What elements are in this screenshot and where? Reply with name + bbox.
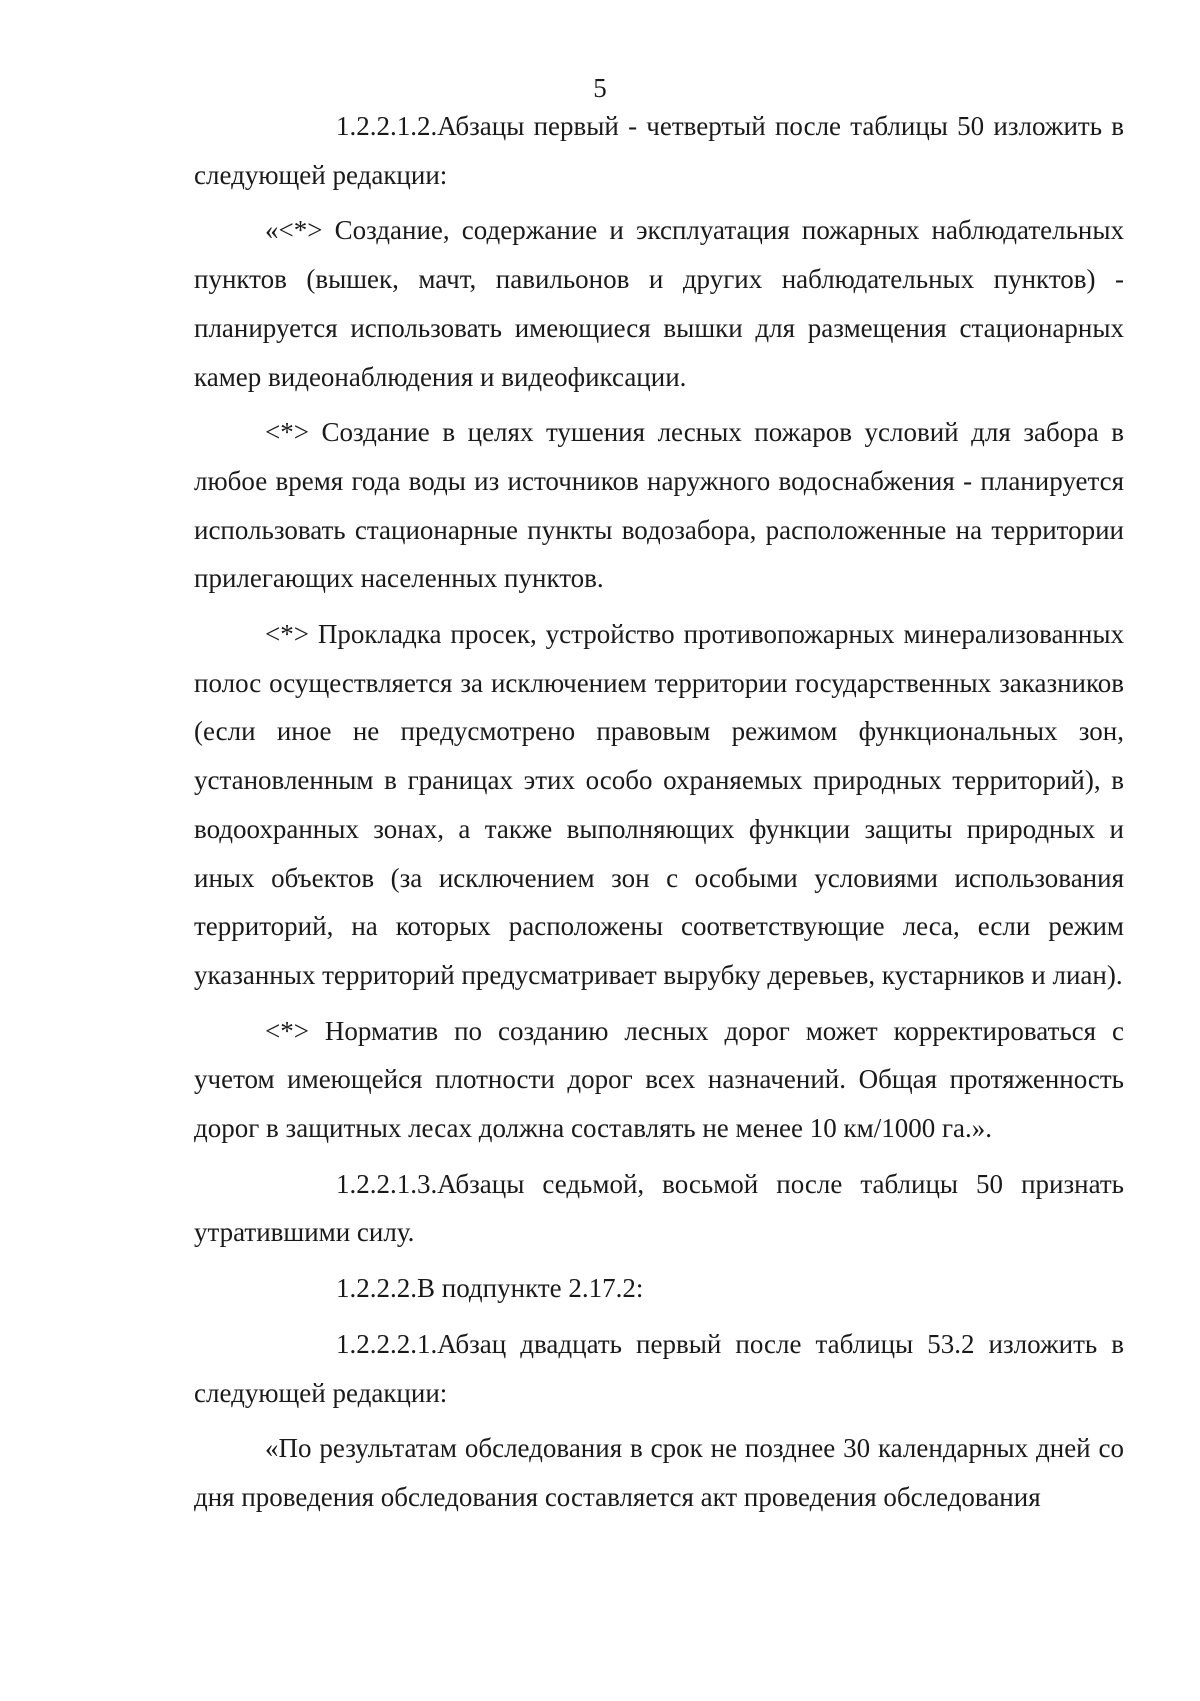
paragraph-1-2-2-2-1 <box>194 1320 1124 1417</box>
clause-number: 1.2.2.1.2. <box>336 111 438 141</box>
paragraph-text: Абзацы седьмой, восьмой после таблицы 50 признать утратившими силу. <box>194 1168 1124 1248</box>
paragraph-water-supply <box>194 408 1124 603</box>
clause-number: 1.2.2.2. <box>336 1273 417 1304</box>
paragraph-firebreaks <box>194 610 1124 1000</box>
paragraph-observation-points <box>194 206 1124 401</box>
paragraph-text: Абзац двадцать первый после таблицы 53.2 изложить в следующей редакции: <box>194 1328 1124 1408</box>
paragraph-text: Абзацы первый - четвертый после таблицы 50 изложить в следующей редакции: <box>194 111 1124 190</box>
paragraph-text: В подпункте 2.17.2: <box>417 1273 644 1304</box>
paragraph-text: «<*> Создание, содержание и эксплуатация пожарных наблюдательных пунктов (вышек, мачт, павильонов и других наблюдательных пунктов) - планируется использовать имеющиеся вышки для размещения стационарных камер видеонаблюдения и видеофиксации. <box>194 215 1124 392</box>
clause-number: 1.2.2.1.3. <box>336 1168 438 1199</box>
document-body <box>194 102 1124 1529</box>
paragraph-text: <*> Прокладка просек, устройство противопожарных минерализованных полос осуществляется за исключением территории государственных заказников (если иное не предусмотрено правовым режимом функциональных зон, установленным в границах этих особо охраняемых природных территорий), в водоохранных зонах, а также выполняющих функции защиты природных и иных объектов (за исключением зон с особыми условиями использования территорий, на которых расположены соответствующие леса, если режим указанных территорий предусматривает вырубку деревьев, кустарников и лиан). <box>194 619 1124 990</box>
paragraph-forest-roads <box>194 1007 1124 1153</box>
paragraph-1-2-2-1-3 <box>194 1160 1124 1257</box>
paragraph-text: <*> Создание в целях тушения лесных пожаров условий для забора в любое время года воды из источников наружного водоснабжения - планируется использовать стационарные пункты водозабора, расположенные на территории прилегающих населенных пунктов. <box>194 417 1124 594</box>
paragraph-1-2-2-1-2 <box>194 102 1124 199</box>
page-number: 5 <box>593 73 607 103</box>
paragraph-text: <*> Норматив по созданию лесных дорог может корректироваться с учетом имеющейся плотности дорог всех назначений. Общая протяженность дорог в защитных лесах должна составлять не менее 10 км/1000 га.». <box>194 1015 1124 1144</box>
paragraph-inspection-results <box>194 1424 1124 1521</box>
paragraph-text: «По результатам обследования в срок не позднее 30 календарных дней со дня проведения обследования составляется акт проведения обследования <box>194 1433 1124 1512</box>
paragraph-1-2-2-2 <box>194 1264 1124 1313</box>
clause-number: 1.2.2.2.1. <box>336 1328 438 1359</box>
